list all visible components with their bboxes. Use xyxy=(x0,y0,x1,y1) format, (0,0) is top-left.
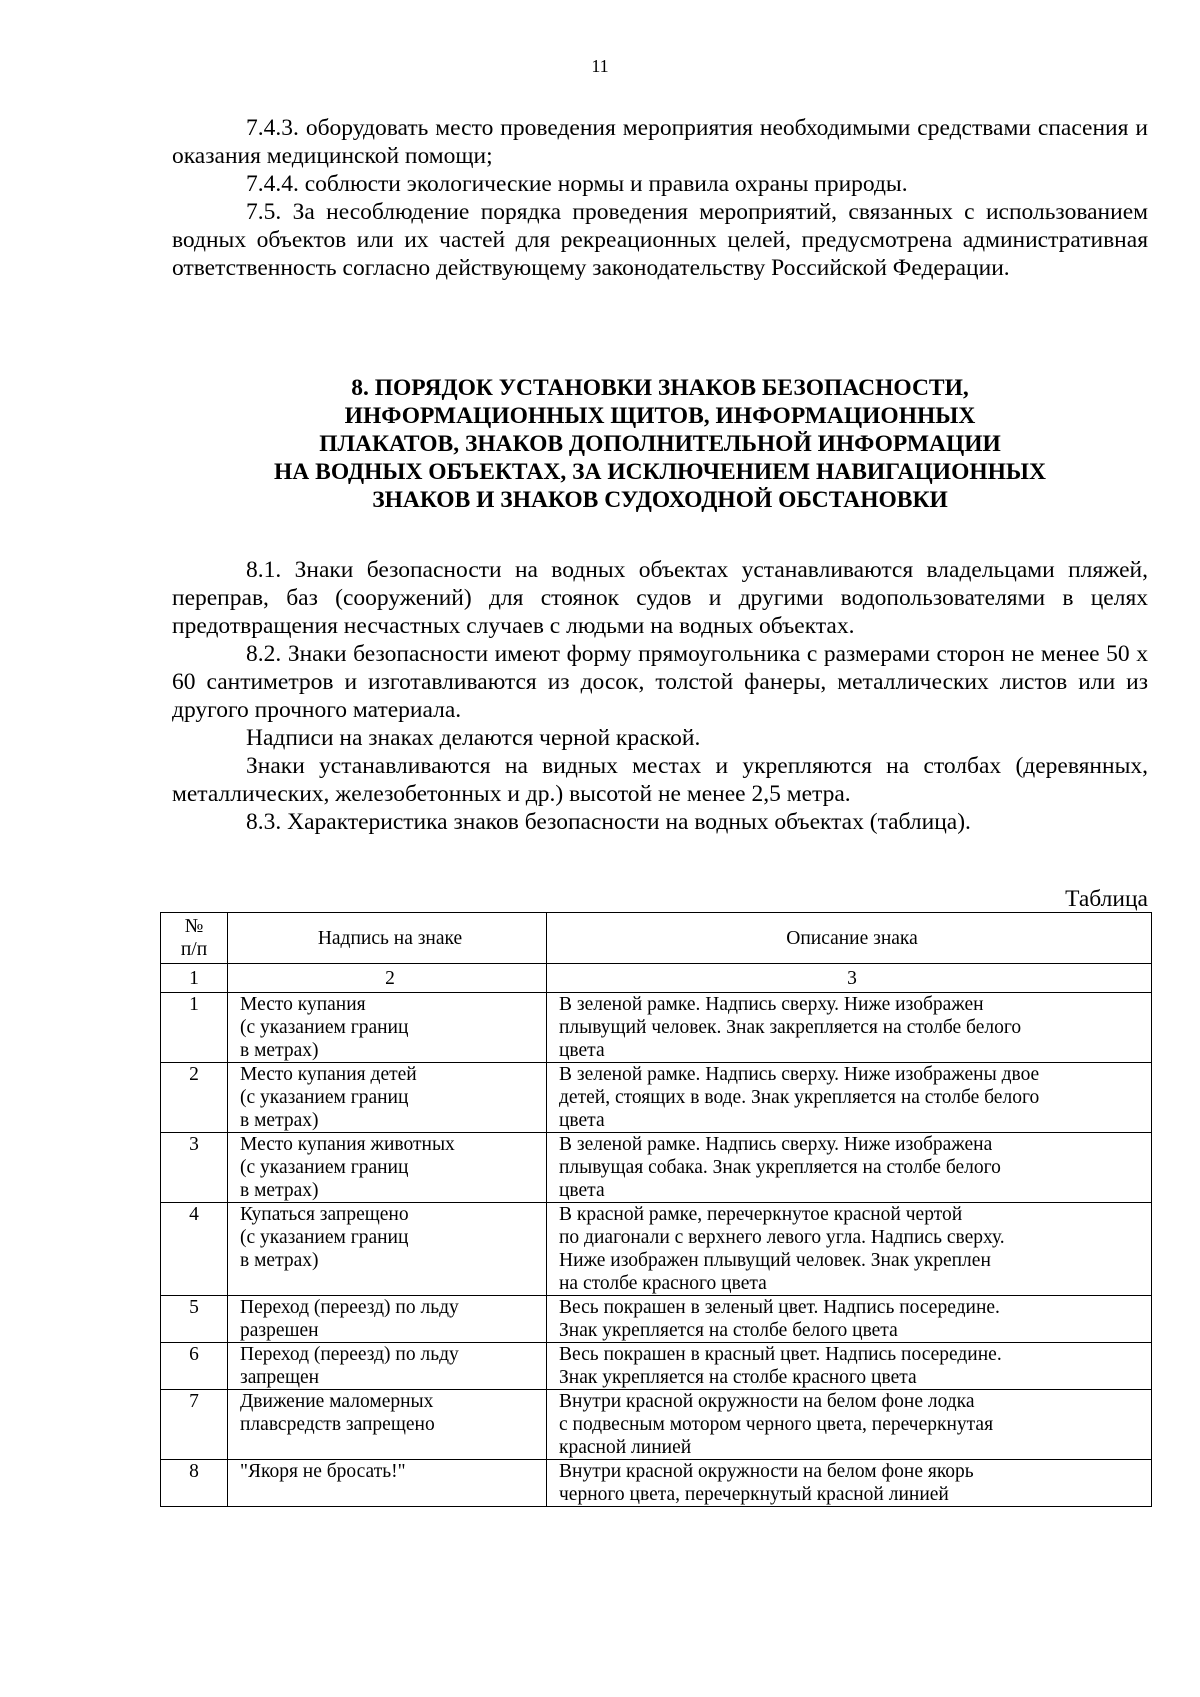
sign-description-line: цвета xyxy=(559,1180,605,1201)
sign-inscription xyxy=(228,993,547,1063)
sign-inscription-line: в метрах) xyxy=(240,1040,319,1061)
paragraph-7-4-3: 7.4.3. оборудовать место проведения мероприятия необходимыми средствами спасения и оказания медицинской помощи; xyxy=(172,115,1148,169)
sign-description-line: с подвесным мотором черного цвета, перечеркнутая xyxy=(559,1414,994,1435)
row-number: 7 xyxy=(161,1390,228,1460)
sign-description xyxy=(547,1133,1152,1203)
sign-inscription xyxy=(228,1296,547,1343)
sign-inscription-line: (с указанием границ xyxy=(240,1157,409,1178)
paragraph-8-3: 8.3. Характеристика знаков безопасности на водных объектах (таблица). xyxy=(246,809,971,835)
sign-description-line: Знак укрепляется на столбе красного цвета xyxy=(559,1367,917,1388)
sign-inscription-line: запрещен xyxy=(240,1367,320,1388)
sign-description xyxy=(547,1390,1152,1460)
header-number-line1: № xyxy=(184,916,204,937)
column-index: 1 xyxy=(161,964,228,993)
sign-description-line: черного цвета, перечеркнутый красной линией xyxy=(559,1484,949,1505)
section-heading xyxy=(160,374,1160,514)
paragraph-8-2: 8.2. Знаки безопасности имеют форму прямоугольника с размерами сторон не менее 50 х 60 сантиметров и изготавливаются из досок, толстой фанеры, металлических листов или из другого прочного материала. xyxy=(172,641,1148,723)
sign-inscription-line: Место купания xyxy=(240,994,366,1015)
table-row xyxy=(161,1296,1152,1343)
paragraph-7-4-4: 7.4.4. соблюсти экологические нормы и правила охраны природы. xyxy=(246,171,908,197)
paragraph-mounting: Знаки устанавливаются на видных местах и укрепляются на столбах (деревянных, металлических, железобетонных и др.) высотой не менее 2,5 метра. xyxy=(172,753,1148,807)
heading-line: ПЛАКАТОВ, ЗНАКОВ ДОПОЛНИТЕЛЬНОЙ ИНФОРМАЦИИ xyxy=(319,431,1001,457)
paragraph-inscriptions: Надписи на знаках делаются черной краской. xyxy=(246,725,701,751)
sign-description-line: плывущий человек. Знак закрепляется на столбе белого xyxy=(559,1017,1022,1038)
sign-description-line: Внутри красной окружности на белом фоне якорь xyxy=(559,1461,974,1482)
row-number: 4 xyxy=(161,1203,228,1296)
table-row xyxy=(161,1460,1152,1507)
sign-description-line: В красной рамке, перечеркнутое красной чертой xyxy=(559,1204,963,1225)
sign-description-line: Внутри красной окружности на белом фоне лодка xyxy=(559,1391,975,1412)
sign-inscription-line: в метрах) xyxy=(240,1180,319,1201)
intro-text xyxy=(172,114,1148,282)
header-number-line2: п/п xyxy=(180,939,208,960)
sign-inscription-line: (с указанием границ xyxy=(240,1227,409,1248)
sign-inscription-line: в метрах) xyxy=(240,1110,319,1131)
sign-inscription-line: Движение маломерных xyxy=(240,1391,434,1412)
sign-inscription-line: (с указанием границ xyxy=(240,1087,409,1108)
header-number xyxy=(161,913,228,964)
sign-inscription xyxy=(228,1343,547,1390)
sign-description xyxy=(547,1203,1152,1296)
row-number: 8 xyxy=(161,1460,228,1507)
sign-inscription-line: плавсредств запрещено xyxy=(240,1414,435,1435)
sign-inscription-line: Место купания животных xyxy=(240,1134,455,1155)
sign-description xyxy=(547,1063,1152,1133)
table-row xyxy=(161,1133,1152,1203)
heading-line: НА ВОДНЫХ ОБЪЕКТАХ, ЗА ИСКЛЮЧЕНИЕМ НАВИГАЦИОННЫХ xyxy=(274,459,1046,485)
sign-inscription xyxy=(228,1390,547,1460)
sign-inscription-line: Переход (переезд) по льду xyxy=(240,1344,459,1365)
sign-inscription xyxy=(228,1133,547,1203)
sign-inscription-line: разрешен xyxy=(240,1320,319,1341)
table-row xyxy=(161,1063,1152,1133)
table-row xyxy=(161,1343,1152,1390)
row-number: 6 xyxy=(161,1343,228,1390)
paragraph-8-1: 8.1. Знаки безопасности на водных объектах устанавливаются владельцами пляжей, переправ, баз (сооружений) для стоянок судов и другими водопользователями в целях предотвращения несчастных случаев с людьми на водных объектах. xyxy=(172,557,1148,639)
table-header-row xyxy=(161,913,1152,964)
table-row xyxy=(161,993,1152,1063)
sign-inscription xyxy=(228,1063,547,1133)
sign-description-line: Весь покрашен в зеленый цвет. Надпись посередине. xyxy=(559,1297,1000,1318)
table-row xyxy=(161,1390,1152,1460)
heading-line: ИНФОРМАЦИОННЫХ ЩИТОВ, ИНФОРМАЦИОННЫХ xyxy=(344,403,976,429)
sign-description-line: детей, стоящих в воде. Знак укрепляется на столбе белого xyxy=(559,1087,1040,1108)
sign-description-line: плывущая собака. Знак укрепляется на столбе белого xyxy=(559,1157,1001,1178)
sign-description-line: Ниже изображен плывущий человек. Знак укреплен xyxy=(559,1250,991,1271)
heading-line: 8. ПОРЯДОК УСТАНОВКИ ЗНАКОВ БЕЗОПАСНОСТИ, xyxy=(351,375,969,401)
sign-inscription-line: (с указанием границ xyxy=(240,1017,409,1038)
column-index: 3 xyxy=(547,964,1152,993)
column-index: 2 xyxy=(228,964,547,993)
sign-description-line: Весь покрашен в красный цвет. Надпись посередине. xyxy=(559,1344,1002,1365)
sign-inscription-line: "Якоря не бросать!" xyxy=(240,1461,406,1482)
sign-description-line: цвета xyxy=(559,1110,605,1131)
sign-inscription xyxy=(228,1203,547,1296)
sign-inscription-line: Купаться запрещено xyxy=(240,1204,409,1225)
sign-description xyxy=(547,1296,1152,1343)
sign-inscription-line: Место купания детей xyxy=(240,1064,417,1085)
section-text xyxy=(172,556,1148,836)
header-sign: Надпись на знаке xyxy=(228,913,547,964)
safety-signs-table xyxy=(160,912,1152,1507)
sign-description-line: Знак укрепляется на столбе белого цвета xyxy=(559,1320,898,1341)
table-caption: Таблица xyxy=(1065,886,1148,912)
sign-description-line: В зеленой рамке. Надпись сверху. Ниже изображены двое xyxy=(559,1064,1040,1085)
sign-inscription-line: в метрах) xyxy=(240,1250,319,1271)
paragraph-7-5: 7.5. За несоблюдение порядка проведения мероприятий, связанных с использованием водных объектов или их частей для рекреационных целей, предусмотрена административная ответственность согласно действующему законодательству Российской Федерации. xyxy=(172,199,1148,281)
heading-line: ЗНАКОВ И ЗНАКОВ СУДОХОДНОЙ ОБСТАНОВКИ xyxy=(372,487,948,513)
sign-description xyxy=(547,993,1152,1063)
row-number: 1 xyxy=(161,993,228,1063)
table-row xyxy=(161,1203,1152,1296)
sign-description xyxy=(547,1460,1152,1507)
sign-description-line: по диагонали с верхнего левого угла. Надпись сверху. xyxy=(559,1227,1005,1248)
row-number: 3 xyxy=(161,1133,228,1203)
row-number: 2 xyxy=(161,1063,228,1133)
sign-description-line: на столбе красного цвета xyxy=(559,1273,767,1294)
sign-description xyxy=(547,1343,1152,1390)
column-index-row xyxy=(161,964,1152,993)
header-description: Описание знака xyxy=(547,913,1152,964)
sign-inscription-line: Переход (переезд) по льду xyxy=(240,1297,459,1318)
sign-description-line: В зеленой рамке. Надпись сверху. Ниже изображена xyxy=(559,1134,993,1155)
row-number: 5 xyxy=(161,1296,228,1343)
sign-inscription xyxy=(228,1460,547,1507)
page-number: 11 xyxy=(591,56,609,76)
sign-description-line: цвета xyxy=(559,1040,605,1061)
sign-description-line: красной линией xyxy=(559,1437,692,1458)
sign-description-line: В зеленой рамке. Надпись сверху. Ниже изображен xyxy=(559,994,984,1015)
